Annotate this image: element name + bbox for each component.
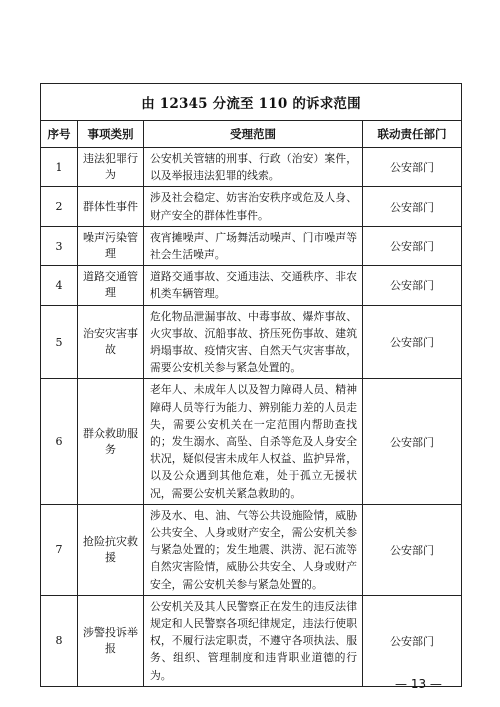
table-title: 由 12345 分流至 110 的诉求范围 xyxy=(41,84,462,121)
row-scope: 夜宵摊噪声、广场舞活动噪声、门市噪声等社会生活噪声。 xyxy=(144,226,363,265)
row-number: 3 xyxy=(41,226,78,265)
table-row xyxy=(41,379,462,504)
header-scope: 受理范围 xyxy=(144,121,363,148)
table-row xyxy=(41,226,462,265)
page-number: — 13 — xyxy=(395,677,442,691)
row-category: 群体性事件 xyxy=(78,187,144,226)
row-number: 8 xyxy=(41,595,78,686)
table-header-row xyxy=(41,121,462,148)
row-scope: 涉及水、电、油、气等公共设施险情，威胁公共安全、人身或财产安全，需公安机关参与紧急处置的；发生地震、洪涝、泥石流等自然灾害险情，威胁公共安全、人身或财产安全，需公安机关参与紧急处置的。 xyxy=(144,504,363,595)
row-dept: 公安部门 xyxy=(363,305,462,379)
row-scope: 涉及社会稳定、妨害治安秩序或危及人身、财产安全的群体性事件。 xyxy=(144,187,363,226)
table-title-row xyxy=(41,84,462,121)
row-number: 6 xyxy=(41,379,78,504)
header-no: 序号 xyxy=(41,121,78,148)
row-category: 涉警投诉举报 xyxy=(78,595,144,686)
row-scope: 老年人、未成年人以及智力障碍人员、精神障碍人员等行为能力、辨别能力差的人员走失，需要公安机关在一定范围内帮助查找的；发生溺水、高坠、自杀等危及人身安全状况，疑似侵害未成年人权益、监护异常，以及公众遇到其他危难，处于孤立无援状况，需要公安机关紧急救助的。 xyxy=(144,379,363,504)
row-scope: 公安机关管辖的刑事、行政（治安）案件，以及举报违法犯罪的线索。 xyxy=(144,148,363,187)
row-scope: 道路交通事故、交通违法、交通秩序、非农机类车辆管理。 xyxy=(144,266,363,305)
table-row xyxy=(41,595,462,686)
row-dept: 公安部门 xyxy=(363,148,462,187)
table-row xyxy=(41,148,462,187)
header-dept: 联动责任部门 xyxy=(363,121,462,148)
row-scope: 危化物品泄漏事故、中毒事故、爆炸事故、火灾事故、沉船事故、挤压死伤事故、建筑坍塌事故、疫情灾害、自然天气灾害事故，需要公安机关参与紧急处置的。 xyxy=(144,305,363,379)
row-category: 抢险抗灾救援 xyxy=(78,504,144,595)
row-number: 7 xyxy=(41,504,78,595)
table-row xyxy=(41,266,462,305)
table-row xyxy=(41,187,462,226)
complaint-scope-table xyxy=(40,83,462,687)
row-scope: 公安机关及其人民警察正在发生的违反法律规定和人民警察各项纪律规定，违法行使职权，不履行法定职责，不遵守各项执法、服务、组织、管理制度和违背职业道德的行为。 xyxy=(144,595,363,686)
table-row xyxy=(41,305,462,379)
row-number: 1 xyxy=(41,148,78,187)
table-row xyxy=(41,504,462,595)
row-category: 治安灾害事故 xyxy=(78,305,144,379)
row-category: 违法犯罪行为 xyxy=(78,148,144,187)
row-dept: 公安部门 xyxy=(363,379,462,504)
row-category: 群众救助服务 xyxy=(78,379,144,504)
row-category: 噪声污染管理 xyxy=(78,226,144,265)
row-dept: 公安部门 xyxy=(363,504,462,595)
row-dept: 公安部门 xyxy=(363,187,462,226)
row-number: 4 xyxy=(41,266,78,305)
row-number: 2 xyxy=(41,187,78,226)
row-category: 道路交通管理 xyxy=(78,266,144,305)
row-dept: 公安部门 xyxy=(363,226,462,265)
row-dept: 公安部门 xyxy=(363,266,462,305)
row-dept: 公安部门 xyxy=(363,595,462,686)
header-category: 事项类别 xyxy=(78,121,144,148)
row-number: 5 xyxy=(41,305,78,379)
